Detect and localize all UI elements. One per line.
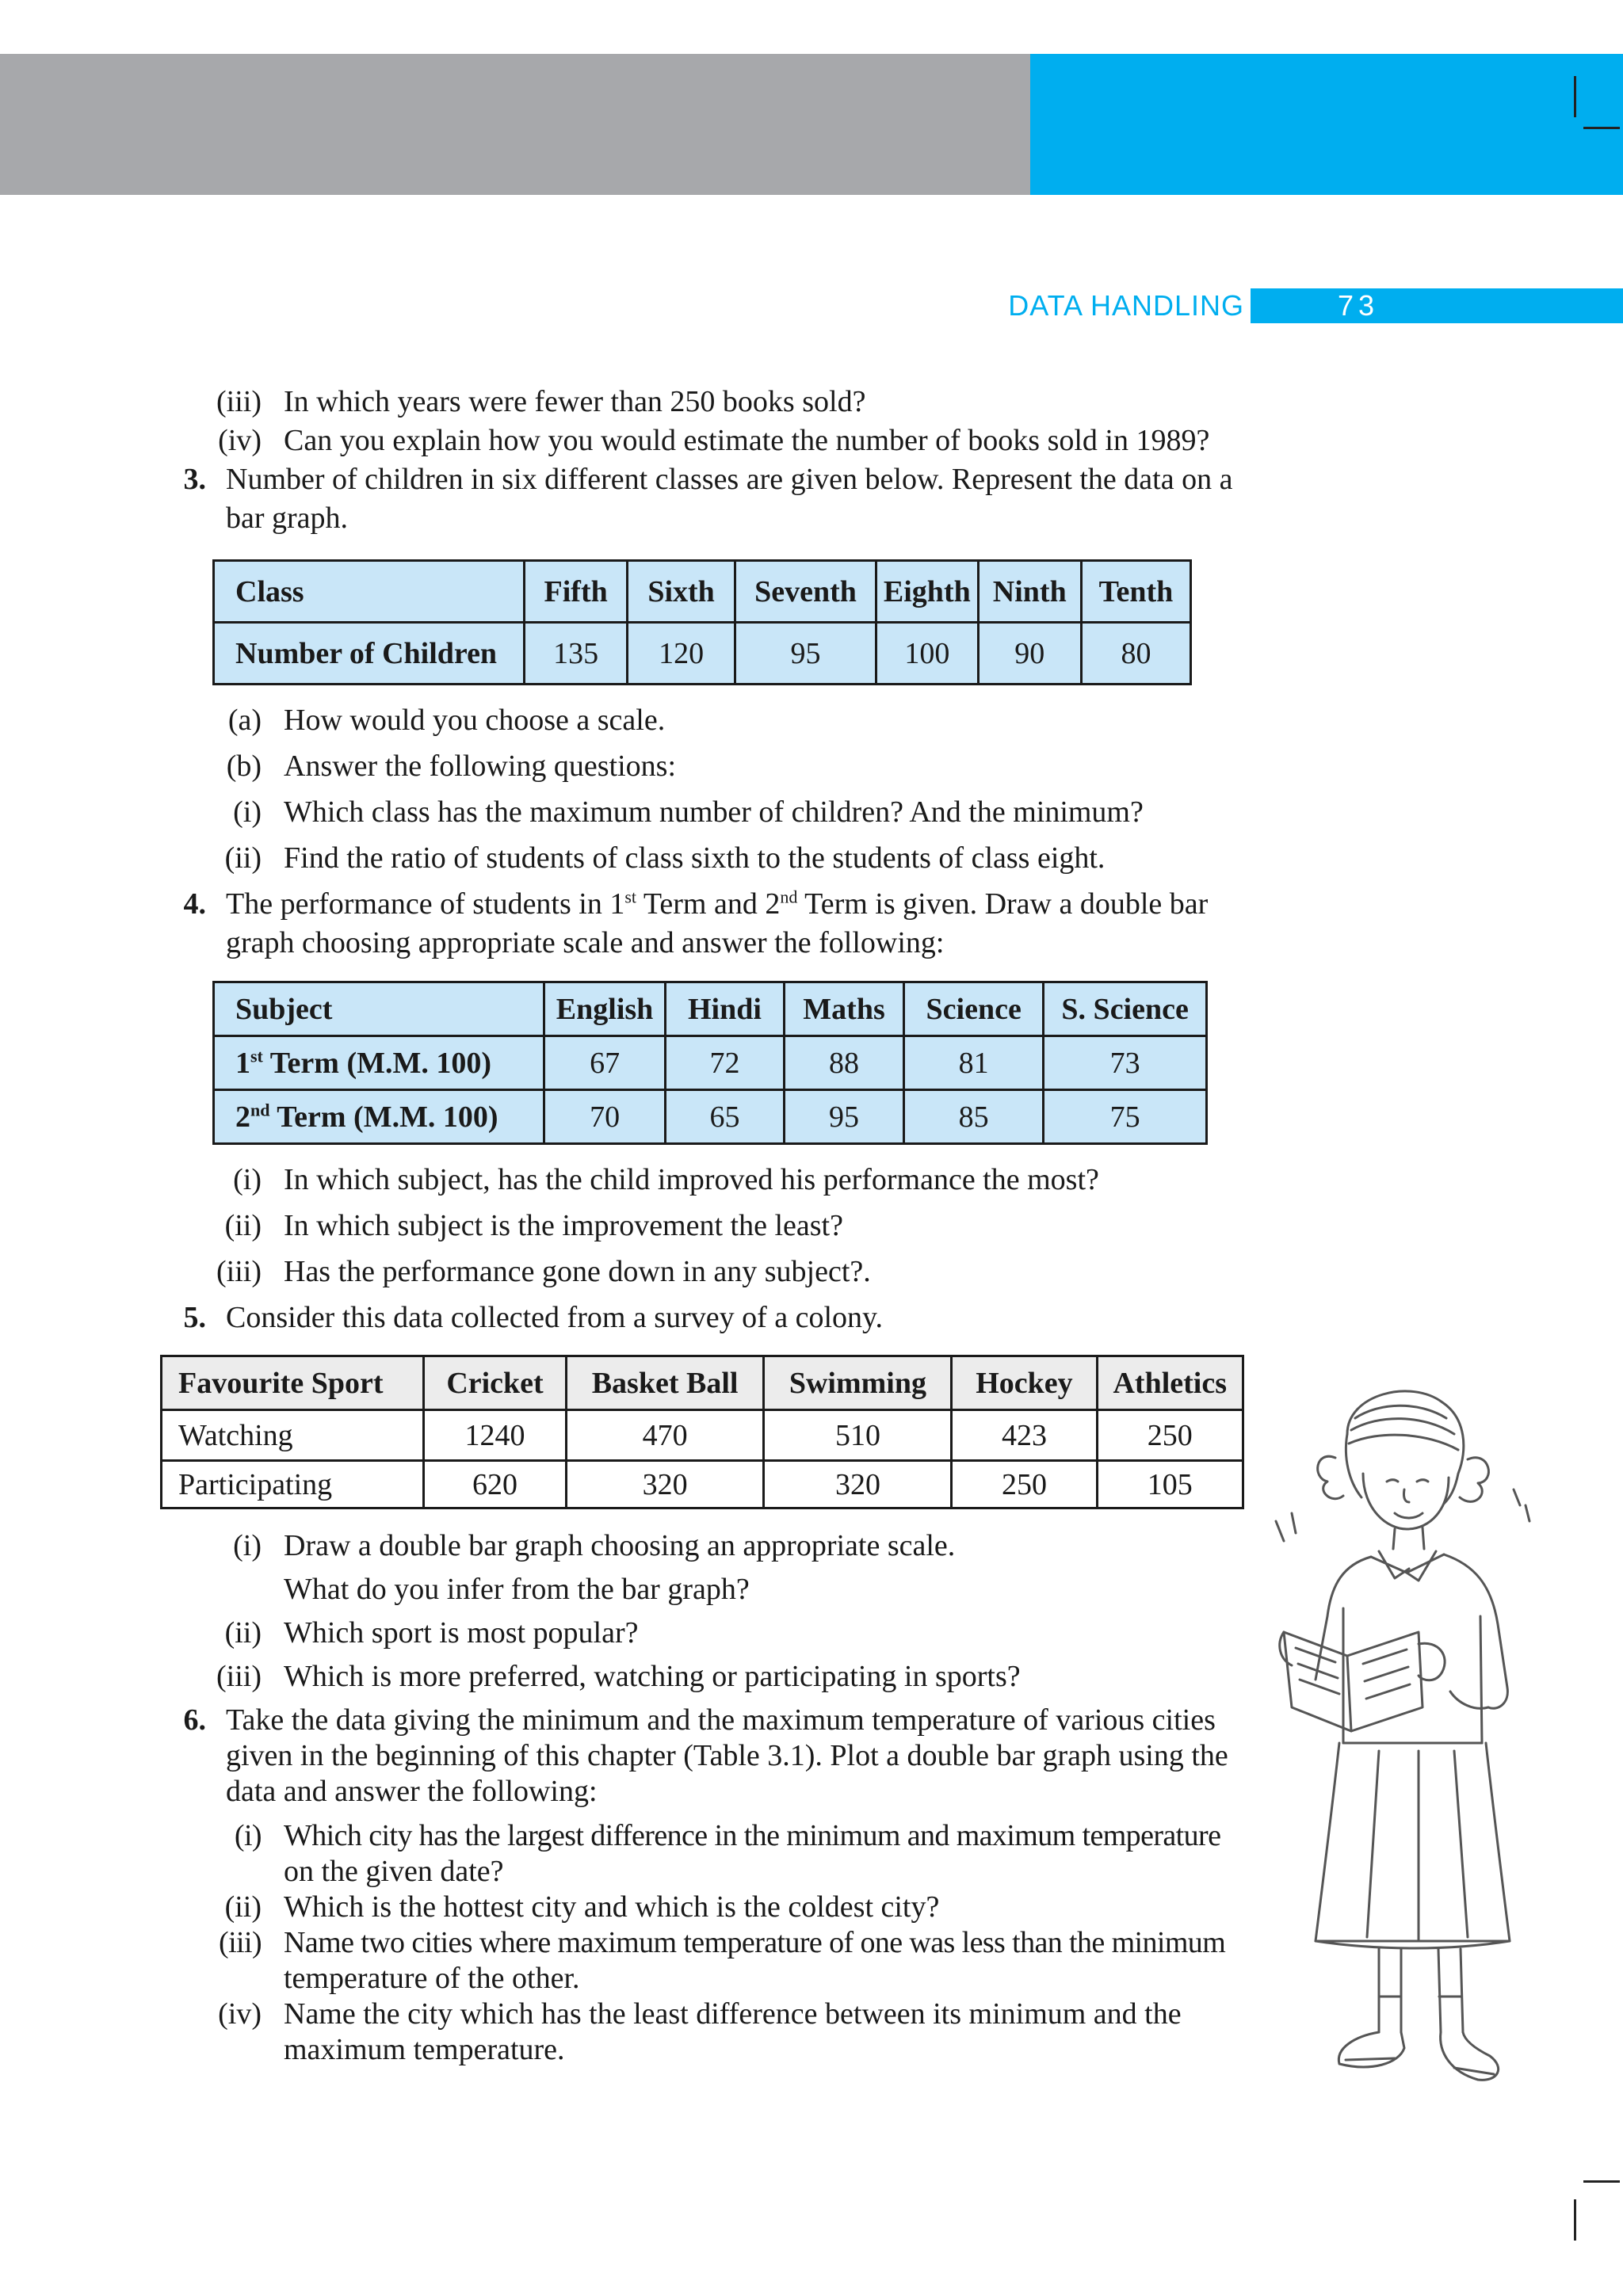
table-cell: 75	[1044, 1090, 1207, 1144]
item-text: In which subject is the improvement the least?	[284, 1209, 843, 1242]
item-text: maximum temperature.	[284, 2033, 565, 2066]
table-cell: 105	[1097, 1461, 1243, 1508]
table-cell: 423	[952, 1410, 1097, 1461]
item-number: (b)	[226, 749, 262, 783]
item-number: (ii)	[224, 1209, 262, 1242]
running-header-title: DATA HANDLING	[1008, 289, 1244, 322]
question-number: 4.	[183, 887, 206, 921]
table-header-cell: Science	[904, 982, 1044, 1036]
girl-reading-book-illustration	[1260, 1371, 1593, 2115]
table-header-cell: Class	[214, 561, 525, 623]
table-cell: 120	[628, 623, 735, 685]
table-header-cell: Basket Ball	[566, 1356, 764, 1410]
question-text: given in the beginning of this chapter (Table 3.1). Plot a double bar graph using the	[226, 1739, 1228, 1772]
table-header-cell: Subject	[214, 982, 544, 1036]
question-text: Take the data giving the minimum and the maximum temperature of various cities	[226, 1703, 1216, 1737]
table-cell: 620	[424, 1461, 566, 1508]
table-cell: 510	[764, 1410, 952, 1461]
class-children-table	[212, 559, 1192, 685]
item-text: In which subject, has the child improved his performance the most?	[284, 1163, 1099, 1196]
item-text: Has the performance gone down in any subject?.	[284, 1255, 871, 1288]
table-cell: 81	[904, 1036, 1044, 1090]
table-row-label: Watching	[162, 1410, 424, 1461]
table-cell: 88	[785, 1036, 904, 1090]
table-row	[214, 1090, 1207, 1144]
item-text: temperature of the other.	[284, 1962, 580, 1995]
item-text: Which class has the maximum number of children? And the minimum?	[284, 795, 1144, 829]
table-cell: 70	[544, 1090, 666, 1144]
item-number: (iii)	[216, 1255, 262, 1288]
table-cell: 320	[764, 1461, 952, 1508]
table-row-label: Participating	[162, 1461, 424, 1508]
table-cell: 73	[1044, 1036, 1207, 1090]
item-text: Which is more preferred, watching or participating in sports?	[284, 1660, 1021, 1693]
question-text: graph choosing appropriate scale and answer the following:	[226, 926, 945, 959]
item-number: (ii)	[224, 841, 262, 875]
table-row	[162, 1410, 1243, 1461]
table-cell: 80	[1081, 623, 1190, 685]
table-header-cell: Favourite Sport	[162, 1356, 424, 1410]
item-number: (i)	[233, 795, 262, 829]
item-text: Which sport is most popular?	[284, 1616, 639, 1650]
favourite-sport-table	[160, 1355, 1244, 1509]
item-text: Draw a double bar graph choosing an appropriate scale.	[284, 1529, 956, 1562]
item-text: Which is the hottest city and which is the coldest city?	[284, 1890, 940, 1924]
table-header-cell: S. Science	[1044, 982, 1207, 1036]
item-number: (ii)	[224, 1616, 262, 1650]
table-cell: 320	[566, 1461, 764, 1508]
item-number: (a)	[227, 704, 262, 737]
crop-mark	[1583, 127, 1620, 129]
table-cell: 90	[978, 623, 1081, 685]
table-header-cell: Maths	[785, 982, 904, 1036]
table-row-label: Number of Children	[214, 623, 525, 685]
item-text: Answer the following questions:	[284, 749, 677, 783]
item-number: (iv)	[218, 1997, 262, 2031]
table-header-cell: Fifth	[525, 561, 628, 623]
item-text: Name the city which has the least difference between its minimum and the	[284, 1997, 1182, 2031]
table-cell: 85	[904, 1090, 1044, 1144]
question-text: data and answer the following:	[226, 1775, 598, 1808]
question-text: Number of children in six different classes are given below. Represent the data on a	[226, 463, 1233, 496]
item-text: Find the ratio of students of class sixth to the students of class eight.	[284, 841, 1106, 875]
table-cell: 67	[544, 1036, 666, 1090]
table-row	[214, 1036, 1207, 1090]
item-number: (iii)	[219, 1926, 262, 1959]
item-text: on the given date?	[284, 1855, 504, 1888]
item-number: (i)	[234, 1819, 262, 1852]
item-text: Name two cities where maximum temperature of one was less than the minimum	[284, 1926, 1226, 1959]
item-text: In which years were fewer than 250 books sold?	[284, 385, 866, 418]
item-number: (iii)	[216, 385, 262, 418]
page-number: 73	[1251, 288, 1623, 323]
crop-mark	[1574, 2199, 1576, 2241]
item-number: (i)	[233, 1529, 262, 1562]
item-text: Which city has the largest difference in the minimum and maximum temperature	[284, 1819, 1221, 1852]
table-header-cell: Swimming	[764, 1356, 952, 1410]
table-header-cell: Tenth	[1081, 561, 1190, 623]
question-number: 3.	[183, 463, 206, 496]
item-number: (iv)	[218, 424, 262, 457]
table-header-cell: English	[544, 982, 666, 1036]
question-text: bar graph.	[226, 502, 349, 535]
table-header-cell: Hockey	[952, 1356, 1097, 1410]
table-cell: 100	[876, 623, 979, 685]
term-performance-table	[212, 981, 1208, 1145]
table-cell: 95	[735, 623, 876, 685]
table-cell: 250	[1097, 1410, 1243, 1461]
header-band-gray	[0, 54, 1030, 195]
question-number: 6.	[183, 1703, 206, 1737]
table-cell: 470	[566, 1410, 764, 1461]
table-cell: 72	[665, 1036, 784, 1090]
item-text: How would you choose a scale.	[284, 704, 666, 737]
table-row-label: 1st Term (M.M. 100)	[214, 1036, 544, 1090]
header-band-blue	[1030, 54, 1623, 195]
table-header-cell: Eighth	[876, 561, 979, 623]
item-number: (ii)	[224, 1890, 262, 1924]
question-number: 5.	[183, 1301, 206, 1334]
table-cell: 65	[665, 1090, 784, 1144]
table-row	[214, 623, 1191, 685]
item-number: (iii)	[216, 1660, 262, 1693]
table-cell: 1240	[424, 1410, 566, 1461]
table-header-cell: Seventh	[735, 561, 876, 623]
crop-mark	[1574, 76, 1576, 117]
table-cell: 250	[952, 1461, 1097, 1508]
item-text: What do you infer from the bar graph?	[284, 1573, 750, 1606]
crop-mark	[1583, 2180, 1620, 2183]
table-header-cell: Sixth	[628, 561, 735, 623]
table-header-cell: Cricket	[424, 1356, 566, 1410]
table-cell: 135	[525, 623, 628, 685]
table-header-cell: Ninth	[978, 561, 1081, 623]
table-cell: 95	[785, 1090, 904, 1144]
table-row-label: 2nd Term (M.M. 100)	[214, 1090, 544, 1144]
question-text: The performance of students in 1st Term and 2nd Term is given. Draw a double bar	[226, 887, 1209, 921]
item-number: (i)	[233, 1163, 262, 1196]
table-header-cell: Hindi	[665, 982, 784, 1036]
item-text: Can you explain how you would estimate the number of books sold in 1989?	[284, 424, 1210, 457]
table-header-cell: Athletics	[1097, 1356, 1243, 1410]
question-text: Consider this data collected from a survey of a colony.	[226, 1301, 884, 1334]
table-row	[162, 1461, 1243, 1508]
